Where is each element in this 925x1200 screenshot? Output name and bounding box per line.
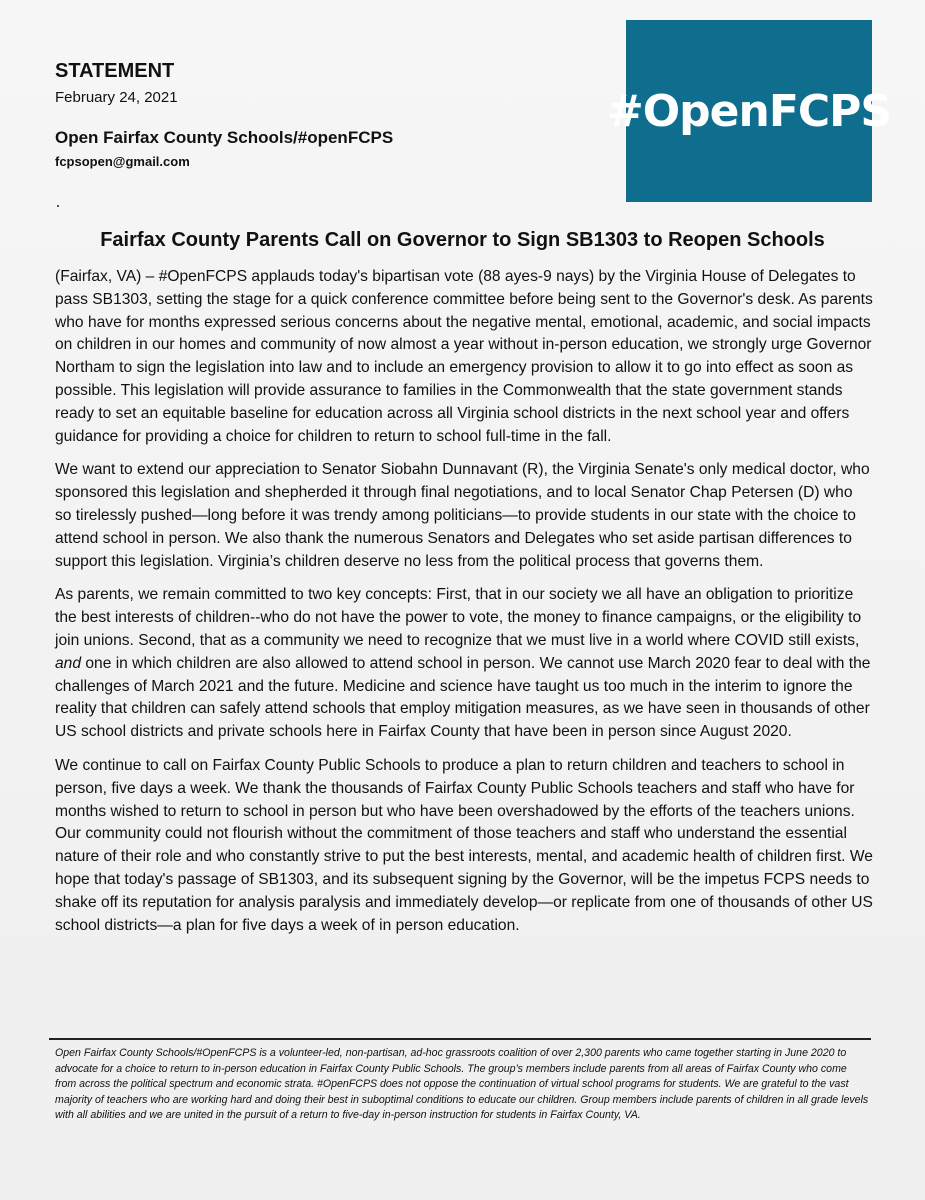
stray-dot — [57, 205, 59, 207]
contact-email: fcpsopen@gmail.com — [55, 154, 190, 169]
footer-divider — [49, 1038, 871, 1040]
paragraph-2: We want to extend our appreciation to Senator Siobahn Dunnavant (R), the Virginia Senate's only medical doctor, who sponsored this legislation and shepherded it through final negotiations, and to local Senator Chap Petersen (D) who so tirelessly pushed—long before it was trendy among politicians—to provide students in our state with the choice to attend school in person. We also thank the numerous Senators and Delegates who set aside partisan differences to support this legislation. Virginia’s children deserve no less from the political process that governs them. — [55, 461, 870, 570]
headline: Fairfax County Parents Call on Governor to Sign SB1303 to Reopen Schools — [100, 229, 825, 251]
statement-date: February 24, 2021 — [55, 89, 178, 106]
paragraph-4: We continue to call on Fairfax County Public Schools to produce a plan to return children and teachers to school in person, five days a week. We thank the thousands of Fairfax County Public Schools teachers and staff who have for months wished to return to school in person but who have been overshadowed by the efforts of the teachers unions. Our community could not flourish without the commitment of those teachers and staff who understand the essential nature of their role and who constantly strive to put the best interests, mental, and academic health of children first. We hope that today's passage of SB1303, and its subsequent signing by the Governor, will be the impetus FCPS needs to shake off its reputation for analysis paralysis and immediately develop—or replicate from one of thousands of other US school districts—a plan for five days a week of in person education. — [55, 756, 873, 934]
statement-label: STATEMENT — [55, 60, 175, 82]
footer-note: Open Fairfax County Schools/#OpenFCPS is a volunteer-led, non-partisan, ad-hoc grassroots coalition of over 2,300 parents who came together starting in June 2020 to advocate for a choice to return to in-person education in Fairfax County Public Schools. The group’s members include parents from all areas of Fairfax County who come from across the political spectrum and economic strata. #OpenFCPS does not oppose the continuation of virtual school programs for students. We are grateful to the vast majority of teachers who are working hard and doing their best in suboptimal conditions to educate our children. Group members include parents of children in all grade levels with all abilities and we are united in the pursuit of a return to five-day in-person instruction for students in Fairfax County, VA. — [55, 1047, 869, 1122]
paragraph-3-emphasis: and — [55, 654, 82, 672]
organization-name: Open Fairfax County Schools/#openFCPS — [55, 128, 394, 147]
statement-header — [55, 60, 393, 169]
logo-text: #OpenFCPS — [606, 85, 892, 137]
statement-body — [55, 266, 873, 948]
paragraph-3 — [55, 584, 873, 744]
openfcps-logo — [606, 20, 892, 202]
paragraph-1: (Fairfax, VA) – #OpenFCPS applauds today's bipartisan vote (88 ayes-9 nays) by the Virginia House of Delegates to pass SB1303, setting the stage for a quick conference committee before being sent to the Governor's desk. As parents who have for months expressed serious concerns about the negative mental, emotional, academic, and social impacts on children in our homes and community of now almost a year without in-person education, we strongly urge Governor Northam to sign the legislation into law and to include an emergency provision to allow it to go into effect as soon as possible. This legislation will provide assurance to families in the Commonwealth that the state government stands ready to set an equitable baseline for education across all Virginia school districts in the next school year and offers guidance for providing a choice for children to return to school full-time in the fall. — [55, 268, 873, 445]
paragraph-3-part-2: one in which children are also allowed to attend school in person. We cannot use March 2020 fear to deal with the challenges of March 2021 and the future. Medicine and science have taught us too much in the interim to ignore the reality that children can safely attend schools that employ mitigation measures, as we have seen in thousands of other US school districts and private schools here in Fairfax County that have been in person since August 2020. — [55, 654, 871, 741]
paragraph-3-part-1: As parents, we remain committed to two key concepts: First, that in our society we all have an obligation to prioritize the best interests of children--who do not have the power to vote, the money to finance campaigns, or the eligibility to join unions. Second, that as a community we need to recognize that we must live in a world where COVID still exists, — [55, 586, 862, 649]
